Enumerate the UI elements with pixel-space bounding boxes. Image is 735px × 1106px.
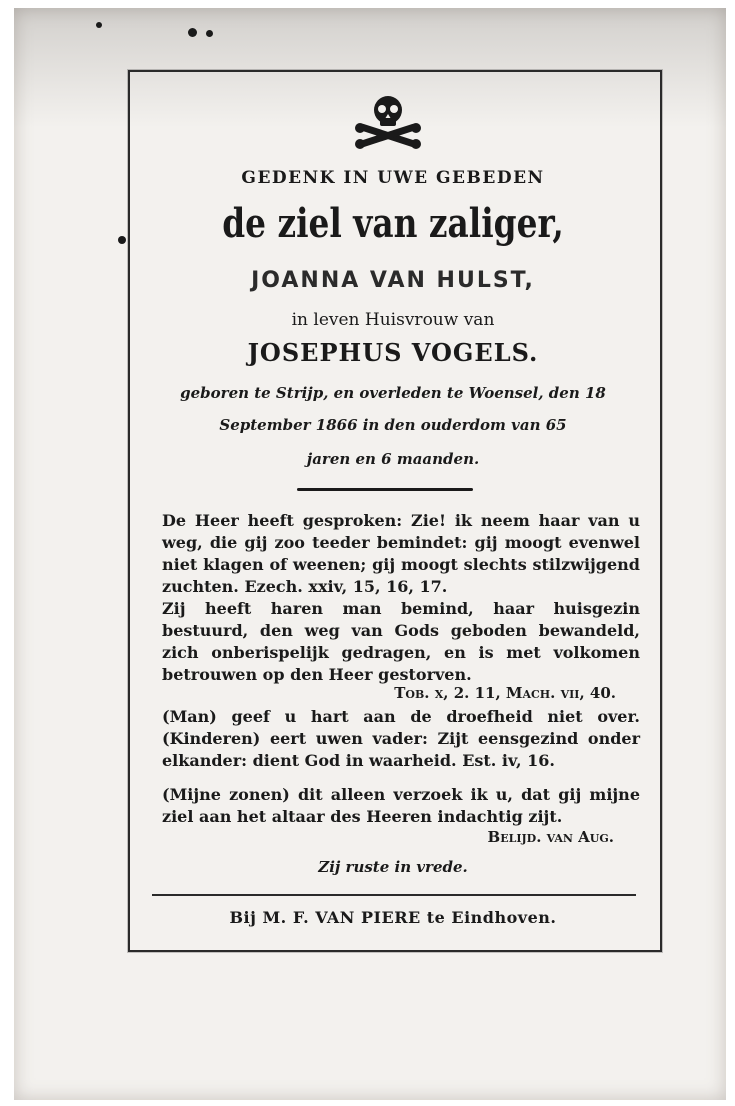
title-line: de ziel van zaliger,	[222, 200, 564, 247]
scripture-paragraph-1: De Heer heeft gesproken: Zie! ik neem haar van u weg, die gij zoo teeder bemindet: gij moogt evenwel niet klagen of weenen; gij moogt slechts stilzwijgend zuchten. Ezech. xxiv, 15, 16, 17.	[162, 511, 640, 596]
birth-death-line-1: geboren te Strijp, en overleden te Woensel, den 18	[180, 384, 606, 402]
printer-credit: Bij M. F. VAN PIERE te Eindhoven.	[229, 908, 557, 927]
ink-speck	[206, 30, 213, 37]
scripture-reference-1: Tob. x, 2. 11, Mach. vii, 40.	[394, 684, 616, 702]
scripture-paragraph-3: (Man) geef u hart aan de droefheid niet over. (Kinderen) eert uwen vader: Zijt eensgezind onder elkander: dient God in waarheid. Est. iv, 16.	[162, 707, 640, 770]
skull-and-crossbones-icon	[352, 88, 424, 154]
scripture-paragraph-4: (Mijne zonen) dit alleen verzoek ik u, dat gij mijne ziel aan het altaar des Heeren indachtig zijt.	[162, 785, 640, 826]
scripture-reference-2: Belijd. van Aug.	[487, 828, 614, 846]
closing-blessing: Zij ruste in vrede.	[318, 858, 468, 876]
divider-ornament	[297, 488, 473, 491]
spouse-intro: in leven Huisvrouw van	[291, 310, 495, 330]
scripture-paragraph-2: Zij heeft haren man bemind, haar huisgezin bestuurd, den weg van Gods geboden bewandeld, zich onberispelijk gedragen, en is met volkomen betrouwen op den Heer gestorven.	[162, 599, 640, 684]
prayer-heading: GEDENK IN UWE GEBEDEN	[241, 168, 545, 188]
deceased-name: JOANNA VAN HULST,	[251, 268, 535, 293]
ink-speck	[188, 28, 197, 37]
ink-speck	[118, 236, 126, 244]
birth-death-line-2: September 1866 in den ouderdom van 65	[219, 416, 567, 434]
birth-death-line-3: jaren en 6 maanden.	[306, 450, 480, 468]
footer-divider	[152, 894, 636, 896]
spouse-name: JOSEPHUS VOGELS.	[247, 338, 539, 367]
ink-speck	[96, 22, 102, 28]
